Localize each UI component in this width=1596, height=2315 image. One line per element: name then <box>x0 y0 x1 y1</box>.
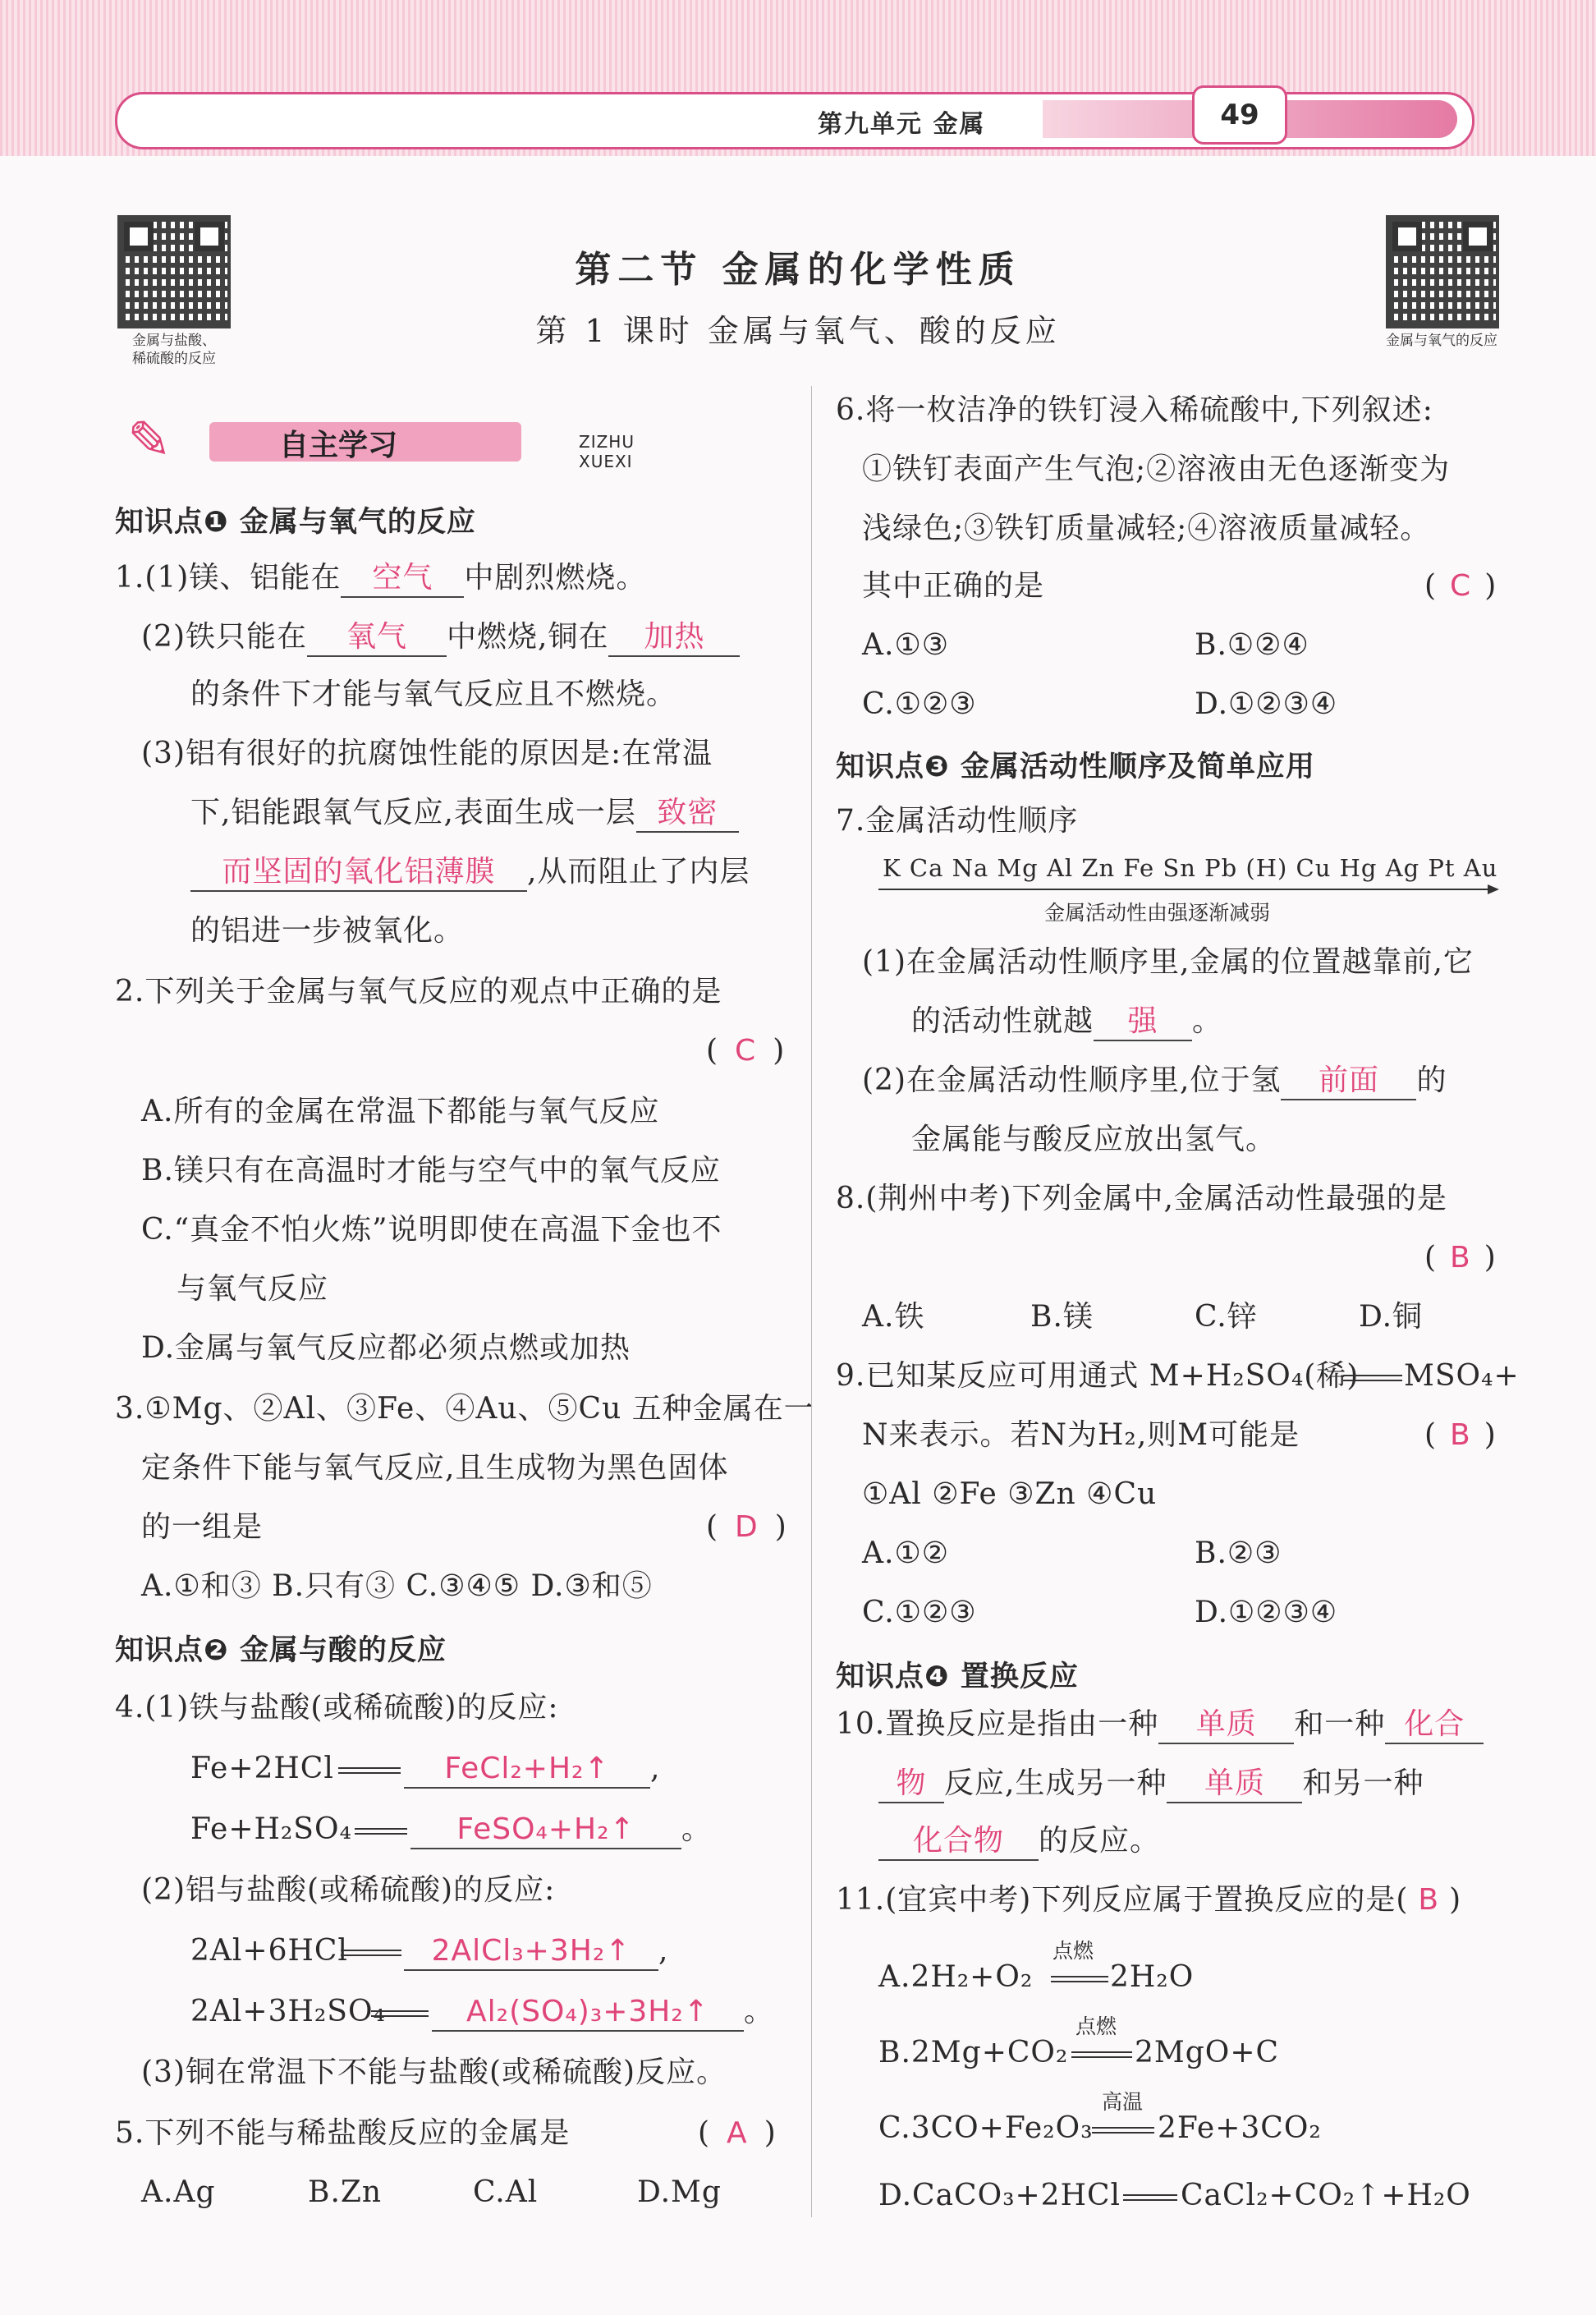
banner-label: 自主学习 <box>279 429 398 462</box>
q6-option-b: B.①②④ <box>1195 628 1309 662</box>
reactants: 2Al+6HCl <box>190 1934 348 1968</box>
answer-letter: D <box>735 1510 759 1544</box>
q2-option-a: A.所有的金属在常温下都能与氧气反应 <box>141 1095 660 1128</box>
q3-options: A.①和③ B.只有③ C.③④⑤ D.③和⑤ <box>141 1569 653 1603</box>
answer-blank: 而坚固的氧化铝薄膜 <box>190 854 527 892</box>
q7-line4: 金属能与酸反应放出氢气。 <box>911 1123 1277 1156</box>
q1-line3: 的条件下才能与氧气反应且不燃烧。 <box>190 678 677 711</box>
q8-answer: ( B ) <box>1424 1241 1497 1275</box>
q8-option-d: D.铜 <box>1359 1300 1424 1334</box>
q11-option-c: C.3CO+Fe₂O₃ <box>878 2111 1094 2145</box>
q9-answer: ( B ) <box>1424 1418 1497 1452</box>
q4-line3: (3)铜在常温下不能与盐酸(或稀硫酸)反应。 <box>141 2055 727 2089</box>
q4-eq3-answer: 2AlCl₃+3H₂↑ , <box>404 1931 668 1971</box>
answer-blank: 强 <box>1094 1004 1192 1041</box>
q1-line1 <box>115 558 646 598</box>
q5-option-d: D.Mg <box>637 2175 722 2209</box>
answer-letter: C <box>1450 569 1472 603</box>
q6-answer: ( C ) <box>1424 569 1497 603</box>
q8-stem: 8.(荆州中考)下列金属中,金属活动性最强的是 <box>836 1182 1447 1215</box>
answer-blank: 氧气 <box>307 619 447 657</box>
q6-line3: 浅绿色;③铁钉质量减轻;④溶液质量减轻。 <box>862 512 1431 545</box>
answer-letter: B <box>1418 1883 1440 1917</box>
answer-blank: 前面 <box>1281 1063 1416 1100</box>
q8-option-c: C.锌 <box>1195 1300 1258 1334</box>
text: (2)在金属活动性顺序里,位于氢 <box>862 1063 1282 1097</box>
q9-line1b: MSO₄+ <box>1404 1359 1520 1393</box>
activity-series: K Ca Na Mg Al Zn Fe Sn Pb (H) Cu Hg Ag Pt Au <box>883 854 1498 882</box>
q6-line1: 6.将一枚洁净的铁钉浸入稀硫酸中,下列叙述: <box>836 393 1433 427</box>
q6-line2: ①铁钉表面产生气泡;②溶液由无色逐渐变为 <box>862 452 1451 486</box>
q11-a-products: 2H₂O <box>1110 1960 1195 1994</box>
answer-blank: 化合物 <box>878 1823 1039 1861</box>
text: 9.已知某反应可用通式 M+H₂SO₄(稀) <box>836 1359 1360 1393</box>
q6-option-a: A.①③ <box>862 628 949 662</box>
lesson-title: 第 1 课时 金属与氧气、酸的反应 <box>535 313 1061 349</box>
q10-line3 <box>878 1821 1160 1861</box>
q10-line1 <box>836 1705 1484 1744</box>
q9-option-d: D.①②③④ <box>1195 1596 1338 1629</box>
answer-blank: 化合 <box>1385 1706 1484 1744</box>
q9-line2: N来表示。若N为H₂,则M可能是 <box>862 1418 1300 1452</box>
text: 中燃烧,铜在 <box>447 620 609 654</box>
q5-answer: ( A ) <box>698 2116 777 2150</box>
reactants: Fe+2HCl <box>190 1752 334 1785</box>
knowledge-point-2: 知识点❷ 金属与酸的反应 <box>115 1634 447 1667</box>
equals-sign <box>1343 1375 1402 1381</box>
q2-option-d: D.金属与氧气反应都必须点燃或加热 <box>141 1331 631 1365</box>
section-title: 第二节 金属的化学性质 <box>575 249 1021 291</box>
q4-eq4-answer: Al₂(SO₄)₃+3H₂↑ 。 <box>432 1992 774 2032</box>
condition: 点燃 <box>1053 1939 1094 1963</box>
answer-blank: 单质 <box>1158 1706 1294 1744</box>
text: ,从而阻止了内层 <box>527 855 750 889</box>
q11-option-d: D.CaCO₃+2HCl <box>878 2179 1121 2212</box>
equals-sign <box>355 1828 407 1835</box>
activity-caption: 金属活动性由强逐渐减弱 <box>1044 901 1271 925</box>
q9-items: ①Al ②Fe ③Zn ④Cu <box>862 1477 1158 1511</box>
q5-option-a: A.Ag <box>141 2175 216 2209</box>
q4-eq1 <box>190 1749 334 1789</box>
reactants: 2Al+3H₂SO₄ <box>190 1995 386 2028</box>
q4-eq2 <box>190 1810 352 1849</box>
equals-sign <box>341 1950 401 1956</box>
q1-line6 <box>190 852 750 892</box>
q1-line4: (3)铝有很好的抗腐蚀性能的原因是:在常温 <box>141 737 713 770</box>
q6-option-c: C.①②③ <box>862 687 977 721</box>
qr-caption-line: 金属与盐酸、 <box>132 333 216 349</box>
answer-blank: FeCl₂+H₂↑ <box>404 1751 650 1789</box>
q1-line2 <box>141 618 740 657</box>
q3-answer: ( D ) <box>706 1510 787 1544</box>
text: 中剧烈燃烧。 <box>464 561 647 595</box>
text: 和另一种 <box>1302 1766 1424 1800</box>
text: 下,铝能跟氧气反应,表面生成一层 <box>190 796 636 829</box>
q3-line2: 定条件下能与氧气反应,且生成物为黑色固体 <box>141 1451 729 1485</box>
q2-option-c-cont: 与氧气反应 <box>177 1272 329 1306</box>
answer-blank: 致密 <box>636 795 739 833</box>
answer-blank: 2AlCl₃+3H₂↑ <box>404 1933 658 1971</box>
q3-line3: 的一组是 <box>141 1510 264 1544</box>
text: 的反应。 <box>1039 1824 1161 1858</box>
q11-option-a: A.2H₂+O₂ <box>878 1960 1034 1994</box>
answer-blank: 单质 <box>1167 1766 1302 1803</box>
qr-caption-line: 稀硫酸的反应 <box>132 351 216 367</box>
text: 的活动性就越 <box>911 1004 1094 1038</box>
answer-blank: FeSO₄+H₂↑ <box>410 1812 681 1849</box>
q4-eq4 <box>190 1992 386 2032</box>
q7-line3 <box>862 1061 1447 1100</box>
q11-option-b: B.2Mg+CO₂ <box>878 2036 1069 2069</box>
q7-line1: (1)在金属活动性顺序里,金属的位置越靠前,它 <box>862 945 1474 979</box>
q5-option-c: C.Al <box>473 2175 539 2209</box>
q11-stem: 11.(宜宾中考)下列反应属于置换反应的是( B ) <box>836 1883 1462 1917</box>
q4-eq3 <box>190 1931 348 1971</box>
q10-line2 <box>878 1764 1424 1803</box>
knowledge-point-1: 知识点❶ 金属与氧气的反应 <box>115 506 476 539</box>
condition: 点燃 <box>1075 2014 1117 2038</box>
text: (2)铁只能在 <box>141 620 307 654</box>
banner-pinyin: ZIZHU XUEXI <box>579 432 635 471</box>
q11-d-products: CaCl₂+CO₂↑+H₂O <box>1181 2179 1471 2212</box>
q2-option-b: B.镁只有在高温时才能与空气中的氧气反应 <box>141 1154 721 1187</box>
q9-option-c: C.①②③ <box>862 1596 977 1629</box>
q9-option-a: A.①② <box>862 1536 949 1570</box>
text: 11.(宜宾中考)下列反应属于置换反应的是( <box>836 1883 1409 1917</box>
q4-eq2-answer: FeSO₄+H₂↑ 。 <box>410 1810 712 1849</box>
q2-answer: ( C ) <box>706 1034 786 1068</box>
q4-line2: (2)铝与盐酸(或稀硫酸)的反应: <box>141 1873 556 1907</box>
q9-line1 <box>836 1357 1359 1396</box>
q6-line4: 其中正确的是 <box>862 569 1045 603</box>
equals-sign <box>371 2010 429 2017</box>
pen-icon: ✎ <box>127 411 172 471</box>
answer-blank: 物 <box>878 1766 944 1803</box>
answer-blank: 空气 <box>341 560 464 598</box>
text: 和一种 <box>1294 1707 1386 1741</box>
text: 反应,生成另一种 <box>944 1766 1167 1800</box>
q4-line1: 4.(1)铁与盐酸(或稀硫酸)的反应: <box>115 1691 559 1725</box>
q1-line5 <box>190 793 739 833</box>
text: 的 <box>1416 1063 1447 1097</box>
q3-line1: 3.①Mg、②Al、③Fe、④Au、⑤Cu 五种金属在一 <box>115 1392 814 1426</box>
q6-option-d: D.①②③④ <box>1195 687 1338 721</box>
q5-option-b: B.Zn <box>308 2175 383 2209</box>
equals-sign <box>338 1767 401 1774</box>
reactants: Fe+H₂SO₄ <box>190 1812 352 1846</box>
qr-caption-right: 金属与氧气的反应 <box>1386 333 1497 349</box>
q5-stem: 5.下列不能与稀盐酸反应的金属是 <box>115 2116 571 2150</box>
answer-letter: B <box>1450 1418 1471 1452</box>
equals-sign <box>1071 2051 1132 2058</box>
activity-arrow <box>878 889 1494 890</box>
equals-sign <box>1123 2194 1177 2201</box>
q4-eq1-answer: FeCl₂+H₂↑ , <box>404 1749 660 1789</box>
q7-stem: 7.金属活动性顺序 <box>836 804 1079 838</box>
q7-line2 <box>911 1002 1222 1041</box>
q9-option-b: B.②③ <box>1195 1536 1282 1570</box>
q11-b-products: 2MgO+C <box>1135 2036 1280 2069</box>
q2-option-c: C.“真金不怕火炼”说明即使在高温下金也不 <box>141 1213 722 1247</box>
answer-blank: Al₂(SO₄)₃+3H₂↑ <box>432 1994 744 2032</box>
answer-letter: A <box>727 2116 748 2150</box>
answer-letter: C <box>735 1034 757 1068</box>
answer-letter: B <box>1450 1241 1471 1275</box>
answer-blank: 加热 <box>608 619 740 657</box>
q8-option-b: B.镁 <box>1030 1300 1094 1334</box>
unit-title: 第九单元 金属 <box>818 110 986 139</box>
condition: 高温 <box>1102 2090 1144 2114</box>
equals-sign <box>1051 1976 1108 1982</box>
text: 。 <box>1192 1004 1223 1038</box>
q8-option-a: A.铁 <box>862 1300 925 1334</box>
knowledge-point-4: 知识点❹ 置换反应 <box>836 1660 1079 1693</box>
page-number: 49 <box>1192 85 1287 145</box>
self-study-banner <box>119 411 644 471</box>
q1-line7: 的铝进一步被氧化。 <box>190 914 465 948</box>
equals-sign <box>1092 2127 1154 2134</box>
q11-c-products: 2Fe+3CO₂ <box>1158 2111 1322 2145</box>
column-divider <box>811 386 812 2217</box>
knowledge-point-3: 知识点❸ 金属活动性顺序及简单应用 <box>836 751 1315 783</box>
text: 1.(1)镁、铝能在 <box>115 561 342 595</box>
q2-stem: 2.下列关于金属与氧气反应的观点中正确的是 <box>115 975 722 1008</box>
text: 10.置换反应是指由一种 <box>836 1707 1159 1741</box>
